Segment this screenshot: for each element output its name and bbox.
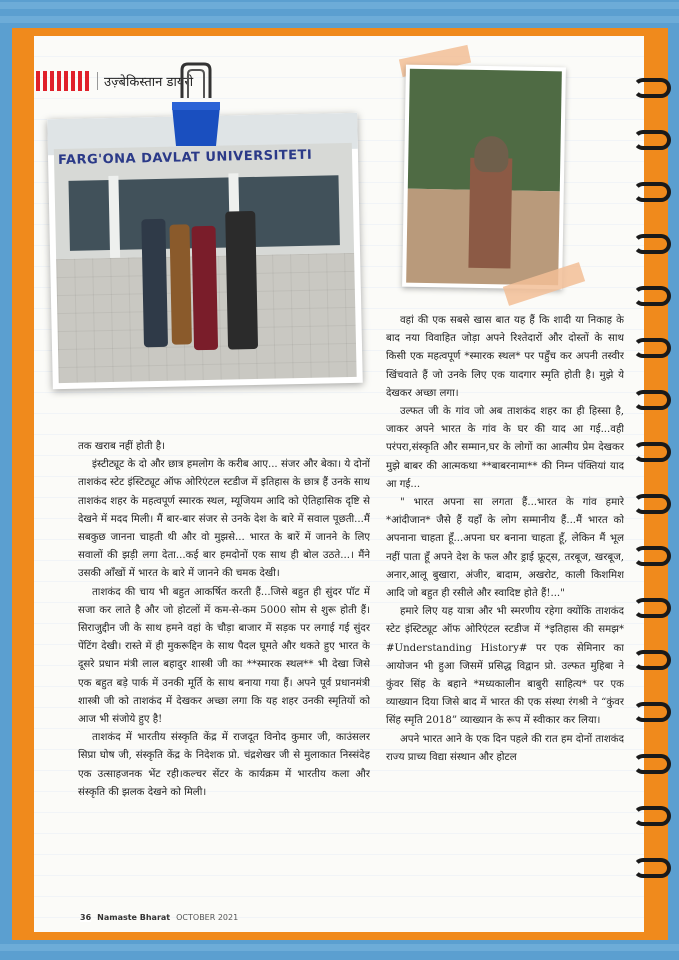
person-figure xyxy=(141,219,168,347)
paragraph: हमारे लिए यह यात्रा और भी स्मरणीय रहेगा क्योंकि ताशकंद स्टेट इंस्टिट्यूट ऑफ ओरिएंटल स्टडीज में *इतिहास की समझ* #Understanding History# पर एक सेमिनार का आयोजन भी हुआ जिसमें प्रसिद्ध विद्वान प्रो. उल्फत मुहिबा ने कुंवर सिंह के बहाने *मध्यकालीन बाबुरी साहित्य* पर एक व्याख्यान दिया जिसे बाद में भारत की एक संस्था रंगश्री ने “कुंवर सिंह स्मृति 2018” व्याख्यान के रूप में स्वीकार कर लिया। xyxy=(386,606,624,727)
header-divider xyxy=(97,72,98,90)
paragraph: ताशकंद में भारतीय संस्कृति केंद्र में राजदूत विनोद कुमार जी, काउंसलर सिप्रा घोष जी, संस्कृति केंद्र के निदेशक प्रो. चंद्रशेखर जी से मुलाकात निस्संदेह एक उत्साहजनक भेंट रही।कल्चर सेंटर के कार्यक्रम में भारतीय कला और संस्कृति की झलक देखने को मिली। xyxy=(78,732,370,798)
ring-icon xyxy=(633,702,671,722)
paragraph: वहां की एक सबसे खास बात यह हैं कि शादी या निकाह के बाद नया विवाहित जोड़ा अपने रिश्तेदारों और दोस्तों के साथ किसी एक महत्वपूर्ण *स्मारक स्थल* पर पहुँच कर अपनी तस्वीर खिंचवाते हैं जो उनके लिए एक यादगार स्मृति होती है। मुझे ये देखकर अच्छा लगा। xyxy=(386,315,624,399)
person-figure xyxy=(191,226,218,350)
publication-name: Namaste Bharat xyxy=(97,913,171,922)
ring-icon xyxy=(633,650,671,670)
article-column-right xyxy=(386,312,624,900)
ring-icon xyxy=(633,754,671,774)
ring-icon xyxy=(633,494,671,514)
ring-icon xyxy=(633,546,671,566)
paragraph: तक खराब नहीं होती है। xyxy=(78,441,166,452)
red-bars-decoration xyxy=(36,71,89,91)
paragraph: ताशकंद की चाय भी बहुत आकर्षित करती हैं...जिसे बहुत ही सुंदर पॉट में सजा कर लाते है और जो होटलों में कम-से-कम 5000 सोम से शुरू होती हैं। सिराजुद्दीन जी के साथ हमने वहां के चौड़ा बाजार में सड़क पर लगाई गई सुंदर पेंटिंग देखी। रास्ते में ही मुकरूद्दिन के साथ पैदल घूमते और थकते हुए भारत के दूसरे प्रधान मंत्री लाल बहादुर शास्त्री जी का **स्मारक स्थल** भी देखा जिसे एक बहुत बड़े पार्क में उनकी मूर्ति के साथ बनाया गया हैं। अपने पूर्व प्रधानमंत्री शास्त्री जी को ताशकंद में देखकर अच्छा लगा कि यह शहर उनकी स्मृतियों को आज भी संजोये हुए है! xyxy=(78,586,370,726)
ring-icon xyxy=(633,390,671,410)
ring-icon xyxy=(633,286,671,306)
paragraph: अपने भारत आने के एक दिन पहले की रात हम दोनों ताशकंद राज्य प्राच्य विद्या संस्थान और होटल xyxy=(386,733,624,763)
ring-icon xyxy=(633,858,671,878)
ring-icon xyxy=(633,234,671,254)
university-group-photo xyxy=(47,113,363,389)
person-figure xyxy=(169,224,192,344)
article-column-left xyxy=(78,438,370,898)
ring-icon xyxy=(633,806,671,826)
paragraph: उल्फत जी के गांव जो अब ताशकंद शहर का ही हिस्सा है, जाकर अपने भारत के गांव के घर की याद आ गई...वही परंपरा,संस्कृति और सम्मान,घर के लोगों का आत्मीय प्रेम देखकर मुझे बाबर की आत्मकथा **बाबरनामा** की निम्न पंक्तियां याद आ गई... xyxy=(386,406,624,490)
ring-icon xyxy=(633,182,671,202)
ring-icon xyxy=(633,442,671,462)
shastri-memorial-photo xyxy=(402,65,566,290)
ring-icon xyxy=(633,338,671,358)
paragraph: इंस्टीट्यूट के दो और छात्र हमलोग के करीब आए... संजर और बेका। ये दोनों ताशकंद स्टेट इंस्टिट्यूट ऑफ ओरिएंटल स्टडीज में इतिहास के छात्र हैं उनके साथ ताशकंद शहर के महत्वपूर्ण स्मारक स्थल, म्यूजियम आदि को ऐतिहासिक दृष्टि से देखने में मदद मिली। मैं बार-बार संजर से उनके देश के बारे में सवाल पूछती...मैं सबकुछ जानना चाहती थी और वो मुझसे... भारत के बारें में जानने के लिए सवालों की झड़ी लगा देता...कई बार हमदोनों एक साथ ही बोल उठते...। मैंने उसकी आँखों में भारत के बारे में जानने की चमक देखी। xyxy=(78,459,370,580)
page-footer xyxy=(80,913,238,922)
binder-clip-icon xyxy=(168,62,224,148)
section-title: उज़्बेकिस्तान डायरी xyxy=(104,75,194,90)
page-number: 36 xyxy=(80,913,92,922)
ring-icon xyxy=(633,78,671,98)
person-figure xyxy=(225,211,258,350)
issue-date: OCTOBER 2021 xyxy=(176,913,239,922)
ring-icon xyxy=(633,598,671,618)
ring-icon xyxy=(633,130,671,150)
paragraph: " भारत अपना सा लगता हैं...भारत के गांव हमारे *आंदीजान* जैसे हैं यहाँ के लोग सम्मानीय हैं...मैं भारत को अपनाना चाहता हूँ...अपना घर बनाना चाहता हूँ, लेकिन मैं भूल नहीं पाता हूँ अपने देश के फल और ड्राई फ्रूट्स, तरबूज, खरबूज, अनार,आलू बुखारा, अंजीर, बादाम, अखरोट, काली किशमिश आदि जो बहुत ही रसीले और स्वादिष्ट होते हैं!..." xyxy=(386,497,624,600)
university-sign: FARG'ONA DAVLAT UNIVERSITETI xyxy=(57,147,313,169)
